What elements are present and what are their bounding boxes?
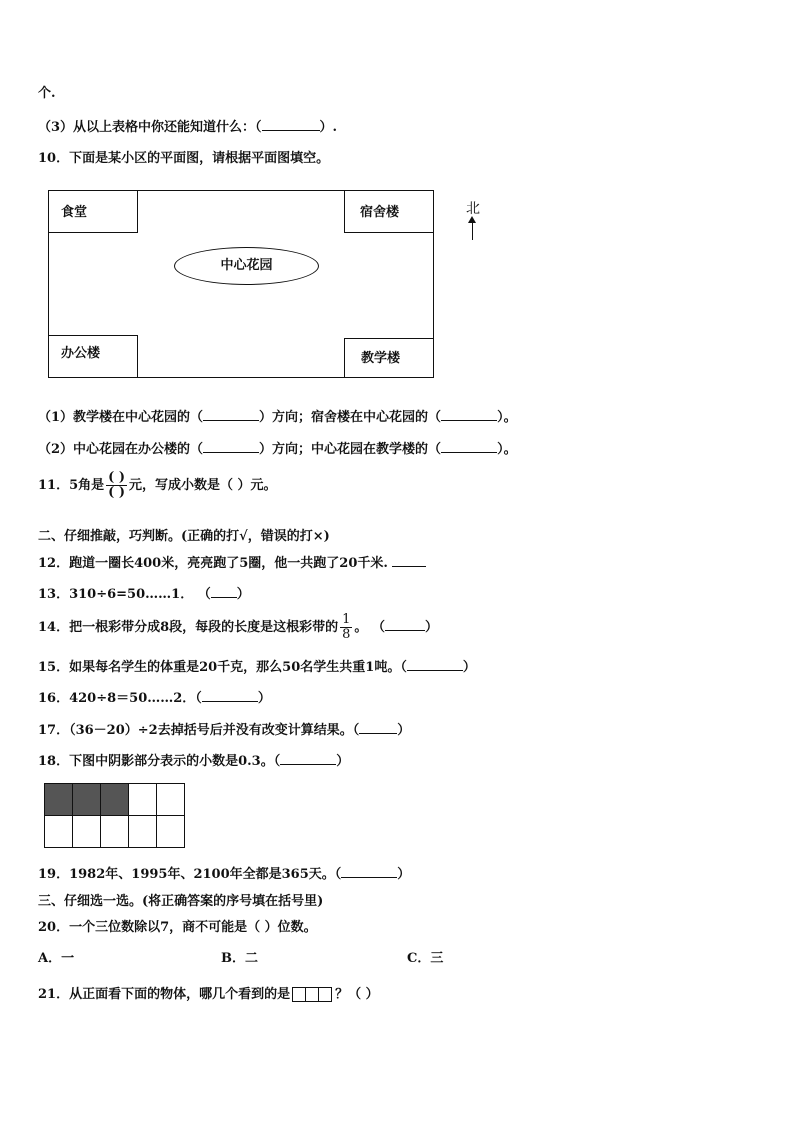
dorm-building: 宿舍楼 — [344, 190, 434, 233]
question-21: 21．从正面看下面的物体，哪几个看到的是 ？（ ） — [38, 987, 379, 1002]
question-19: 19．1982年、1995年、2100年全都是365天。（ ） — [38, 867, 411, 882]
grid-cell — [157, 816, 185, 848]
question-14: 14．把一根彩带分成8段，每段的长度是这根彩带的 $\frac{1}{8}$ 。 （ ） — [38, 612, 438, 642]
answer-blank[interactable] — [341, 865, 397, 878]
question-18: 18．下图中阴影部分表示的小数是0.3。（ ） — [38, 754, 350, 769]
question-15: 15．如果每名学生的体重是20千克，那么50名学生共重1吨。（ ） — [38, 660, 476, 675]
question-11: 11．5角是 $\frac{( )}{( )}$ 元，写成小数是（ ）元。 — [38, 470, 277, 500]
fraction-blank[interactable]: $\frac{( )}{( )}$ — [108, 470, 125, 500]
grid-cell — [45, 816, 73, 848]
central-garden: 中心花园 — [174, 247, 319, 285]
question-17: 17．（36－20）÷2去掉括号后并没有改变计算结果。（ ） — [38, 723, 411, 738]
grid-cell-shaded — [101, 784, 129, 816]
option-c[interactable]: C．三 — [407, 951, 444, 966]
answer-blank[interactable] — [441, 440, 497, 453]
shaded-grid — [44, 783, 185, 848]
grid-cell — [101, 816, 129, 848]
answer-blank[interactable] — [280, 752, 336, 765]
grid-cell — [157, 784, 185, 816]
answer-blank[interactable] — [202, 689, 258, 702]
answer-blank[interactable] — [385, 618, 425, 631]
question-10-1: （1）教学楼在中心花园的（ ）方向；宿舍楼在中心花园的（ ）。 — [38, 410, 517, 425]
question-10: 10．下面是某小区的平面图，请根据平面图填空。 — [38, 151, 330, 166]
grid-row — [45, 816, 185, 848]
option-b[interactable]: B．二 — [221, 951, 258, 966]
question-16: 16．420÷8＝50……2．（ ） — [38, 691, 271, 706]
answer-blank[interactable] — [359, 721, 397, 734]
north-arrow-icon — [472, 222, 473, 240]
question-13: 13．310÷6=50……1． （ ） — [38, 587, 250, 602]
question-20: 20．一个三位数除以7，商不可能是（ ）位数。 — [38, 920, 317, 935]
answer-blank[interactable] — [262, 118, 320, 131]
answer-blank[interactable] — [203, 408, 259, 421]
answer-blank[interactable] — [407, 658, 463, 671]
line-1: 个. — [38, 86, 56, 101]
answer-blank[interactable] — [441, 408, 497, 421]
grid-cell-shaded — [45, 784, 73, 816]
grid-cell — [129, 784, 157, 816]
floor-plan — [48, 190, 434, 378]
grid-cell — [129, 816, 157, 848]
question-12: 12．跑道一圈长400米，亮亮跑了5圈，他一共跑了20千米. — [38, 552, 426, 571]
grid-cell — [73, 816, 101, 848]
option-a[interactable]: A．一 — [38, 951, 75, 966]
answer-blank[interactable] — [203, 440, 259, 453]
section-2-heading: 二、仔细推敲，巧判断。(正确的打√，错误的打×) — [38, 529, 330, 544]
question-10-2: （2）中心花园在办公楼的（ ）方向；中心花园在教学楼的（ ）。 — [38, 442, 517, 457]
three-square-view-icon — [293, 987, 332, 1002]
canteen-building: 食堂 — [48, 190, 138, 233]
grid-cell-shaded — [73, 784, 101, 816]
question-9-3: （3）从以上表格中你还能知道什么：（ ）. — [38, 120, 338, 135]
office-building: 办公楼 — [48, 335, 138, 378]
fraction-one-eighth: $\frac{1}{8}$ — [342, 612, 351, 642]
answer-blank[interactable] — [392, 554, 426, 567]
north-indicator: 北 — [463, 198, 483, 218]
grid-row — [45, 784, 185, 816]
teaching-building: 教学楼 — [344, 338, 434, 378]
section-3-heading: 三、仔细选一选。(将正确答案的序号填在括号里) — [38, 894, 324, 909]
answer-blank[interactable] — [211, 585, 237, 598]
